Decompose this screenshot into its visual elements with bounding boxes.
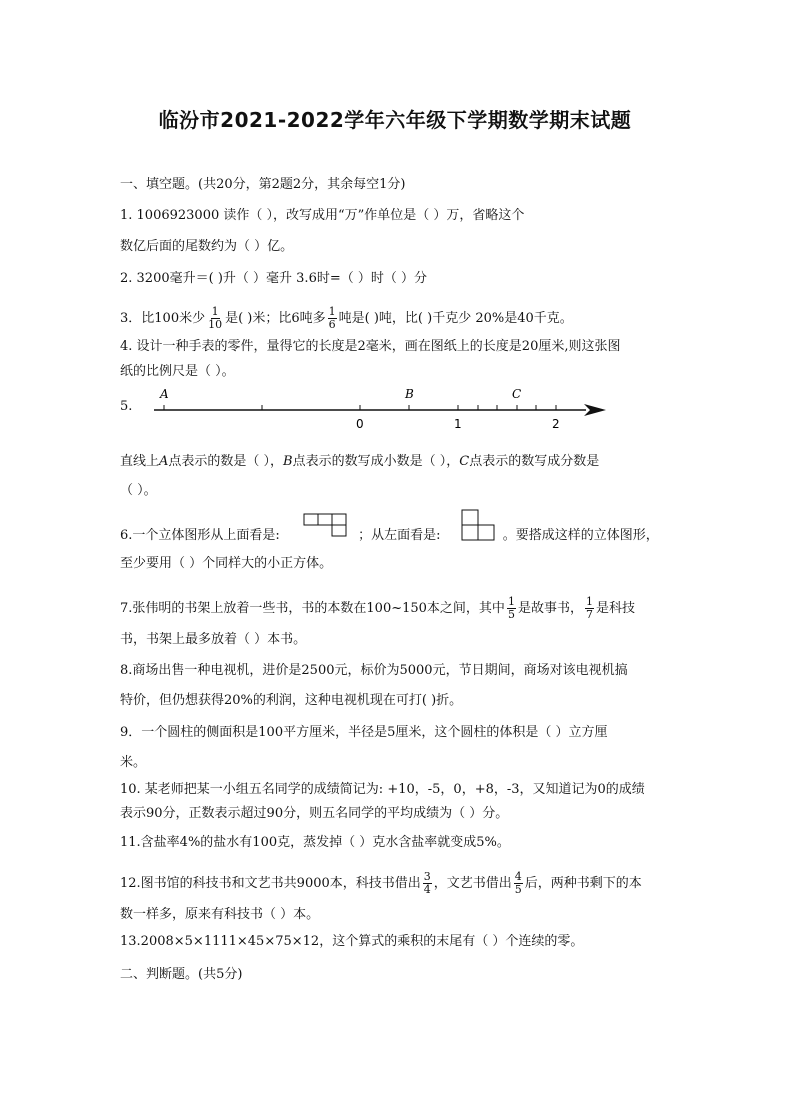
fraction-numerator: 4	[514, 870, 522, 883]
fraction-one-seventh	[585, 596, 594, 621]
q5-text-4: 点表示的数写成分数是	[469, 454, 600, 469]
fraction-denominator: 10	[208, 318, 223, 331]
q7-text-2: 是故事书，	[517, 601, 583, 616]
q5-text-3: 点表示的数写成小数是（ ），	[292, 454, 460, 469]
question-2: 2. 3200毫升＝( )升（ ）毫升 3.6时=（ ）时（ ）分	[120, 271, 427, 286]
question-12-line-1	[120, 871, 642, 896]
arrow-head-icon	[584, 404, 606, 416]
question-13: 13.2008×5×1111×45×75×12，这个算式的乘积的末尾有（ ）个连续的零。	[120, 934, 584, 949]
tick-label-2: 2	[552, 417, 560, 431]
q6-text-3: 。要搭成这样的立体图形，	[502, 528, 659, 543]
tick-label-0: 0	[356, 417, 364, 431]
fraction-numerator: 3	[423, 870, 431, 883]
q12-text-3: 后，两种书剩下的本	[524, 876, 642, 891]
question-10-line-1: 10. 某老师把某一小组五名同学的成绩简记为: +10，-5，0，+8，-3，又知道记为0的成绩	[120, 782, 645, 797]
q12-text-1: 12.图书馆的科技书和文艺书共9000本，科技书借出	[120, 876, 421, 891]
question-4-line-1: 4. 设计一种手表的零件，量得它的长度是2毫米，画在图纸上的长度是20厘米,则这张图	[120, 339, 621, 354]
question-9-line-1: 9．一个圆柱的侧面积是100平方厘米，半径是5厘米，这个圆柱的体积是（ ）立方厘	[120, 725, 608, 740]
q6-text-1: 6.一个立体图形从上面看是:	[120, 528, 280, 543]
q5-point-b: B	[283, 454, 293, 469]
q3-text-3: 吨是( )吨，比( )千克少 20%是40千克。	[338, 311, 573, 326]
question-4-line-2: 纸的比例尺是（ ）。	[120, 364, 235, 379]
point-label-a: A	[160, 387, 169, 401]
fraction-numerator: 1	[507, 595, 515, 608]
question-7-line-2: 书，书架上最多放着（ ）本书。	[120, 632, 307, 647]
question-12-line-2: 数一样多，原来有科技书（ ）本。	[120, 907, 320, 922]
fraction-denominator: 5	[514, 883, 522, 896]
top-view-figure	[303, 513, 353, 543]
point-label-b: B	[405, 387, 414, 401]
fraction-three-quarters	[423, 871, 432, 896]
fraction-denominator: 5	[507, 608, 515, 621]
point-label-c: C	[512, 387, 522, 401]
question-8-line-2: 特价，但仍想获得20%的利润，这种电视机现在可打( )折。	[120, 693, 463, 708]
fraction-numerator: 1	[585, 595, 593, 608]
q3-text-1: 3．比100米少	[120, 311, 206, 326]
question-9-line-2: 米。	[120, 755, 147, 770]
q7-text-3: 是科技	[595, 601, 635, 616]
fraction-numerator: 1	[211, 305, 219, 318]
fraction-denominator: 7	[585, 608, 593, 621]
q7-text-1: 7.张伟明的书架上放着一些书，书的本数在100~150本之间，其中	[120, 601, 505, 616]
q5-text-1: 直线上	[120, 454, 160, 469]
q5-point-c: C	[459, 454, 470, 469]
left-view-figure	[461, 509, 501, 543]
fraction-denominator: 4	[423, 883, 431, 896]
fraction-numerator: 1	[328, 305, 336, 318]
q12-text-2: ，文艺书借出	[433, 876, 512, 891]
fraction-one-sixth	[328, 306, 337, 331]
fraction-one-fifth	[507, 596, 516, 621]
section-heading-fill-in: 一、填空题。(共20分，第2题2分，其余每空1分)	[120, 177, 406, 192]
page-title: 临汾市2021-2022学年六年级下学期数学期末试题	[158, 108, 632, 132]
fraction-four-fifths	[514, 871, 523, 896]
fraction-denominator: 6	[328, 318, 336, 331]
question-5-tail: （ ）。	[120, 483, 157, 498]
question-8-line-1: 8.商场出售一种电视机，进价是2500元，标价为5000元，节日期间，商场对该电视机搞	[120, 663, 628, 678]
question-1-line-1: 1. 1006923000 读作（ ），改写成用“万”作单位是（ ）万，省略这个	[120, 208, 525, 223]
tick-label-1: 1	[454, 417, 462, 431]
question-5-label: 5.	[120, 399, 133, 414]
number-line-diagram	[116, 384, 616, 434]
q6-text-2: ；从左面看是:	[358, 528, 441, 543]
q5-text-2: 点表示的数是（ ），	[168, 454, 284, 469]
section-heading-true-false: 二、判断题。(共5分)	[120, 967, 243, 982]
question-6-line-2: 至少要用（ ）个同样大的小正方体。	[120, 556, 333, 571]
question-5-text	[120, 453, 599, 471]
q5-point-a: A	[159, 454, 169, 469]
question-1-line-2: 数亿后面的尾数约为（ ）亿。	[120, 239, 294, 254]
question-10-line-2: 表示90分，正数表示超过90分，则五名同学的平均成绩为（ ）分。	[120, 806, 509, 821]
fraction-one-tenth	[207, 306, 223, 331]
q3-text-2: 是( )米；比6吨多	[225, 311, 326, 326]
question-11: 11.含盐率4%的盐水有100克，蒸发掉（ ）克水含盐率就变成5%。	[120, 835, 510, 850]
question-6-line-1	[120, 527, 659, 545]
question-7-line-1	[120, 596, 635, 621]
question-3	[120, 306, 573, 331]
